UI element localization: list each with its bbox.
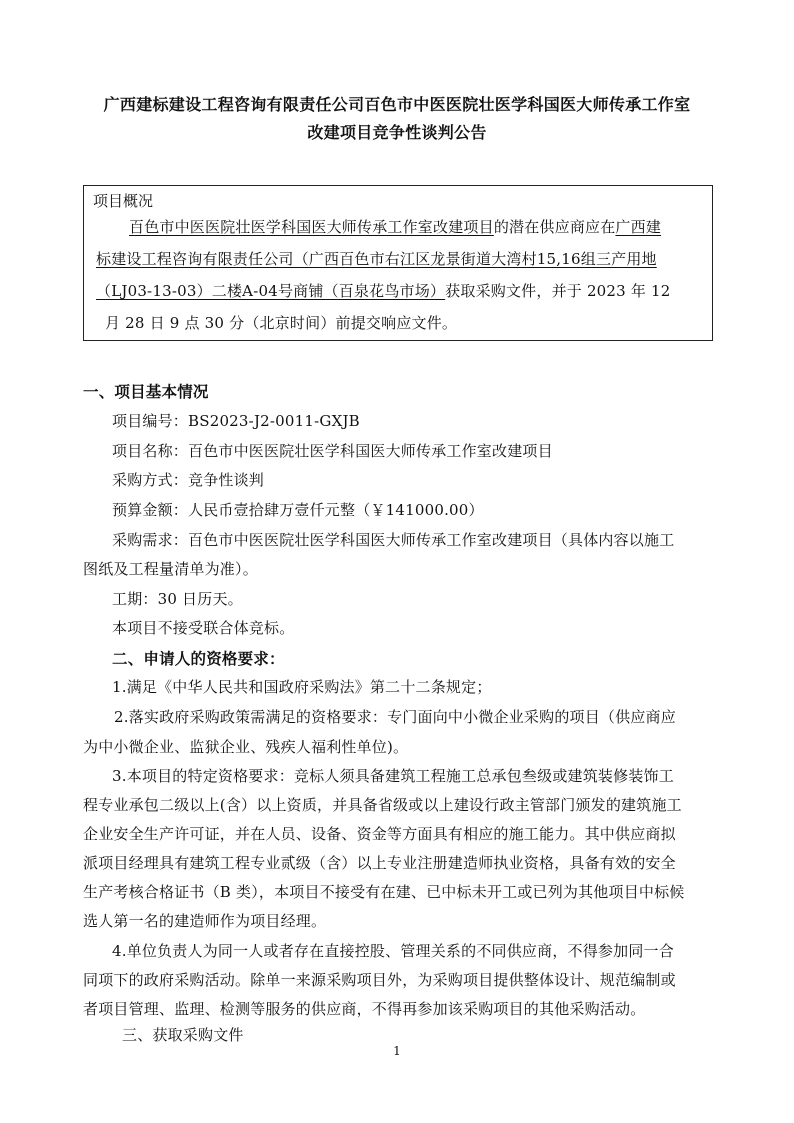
qualification-item-2-cont: 为中小微企业、监狱企业、残疾人福利性单位)。 (83, 738, 409, 756)
procurement-requirement-cont: 图纸及工程量清单为准）。 (83, 560, 258, 578)
overview-deadline: 月 28 日 9 点 30 分（北京时间）前提交响应文件。 (105, 314, 458, 332)
document-title-line1: 广西建标建设工程咨询有限责任公司百色市中医医院壮医学科国医大师传承工作室 (103, 95, 691, 114)
construction-period: 工期：30 日历天。 (112, 590, 243, 608)
document-title-line2: 改建项目竞争性谈判公告 (307, 123, 487, 142)
qualification-item-3-cont: 企业安全生产许可证，并在人员、设备、资金等方面具有相应的施工能力。其中供应商拟 (83, 825, 676, 843)
overview-text: 获取采购文件，并于 2023 年 12 (445, 282, 671, 300)
section1-heading: 一、项目基本情况 (83, 383, 209, 401)
overview-line-1 (129, 216, 661, 237)
section2-heading: 二、申请人的资格要求： (112, 650, 285, 668)
qualification-item-4: 4.单位负责人为同一人或者存在直接控股、管理关系的不同供应商，不得参加同一合 (112, 942, 674, 960)
overview-line-3 (96, 280, 671, 301)
page-number: 1 (393, 1044, 401, 1058)
qualification-item-2: 2.落实政府采购政策需满足的资格要求：专门面向中小微企业采购的项目（供应商应 (114, 708, 676, 726)
overview-text: 的潜在供应商应在 (493, 218, 616, 236)
procurement-method: 采购方式：竞争性谈判 (112, 471, 265, 489)
overview-address-cont: （LJ03-13-03）二楼A-04号商铺（百泉花鸟市场） (96, 282, 446, 300)
qualification-item-4-cont: 同项下的政府采购活动。除单一来源采购项目外，为采购项目提供整体设计、规范编制或 (83, 971, 676, 989)
qualification-item-3-cont: 选人第一名的建造师作为项目经理。 (83, 912, 327, 930)
qualification-item-3: 3.本项目的特定资格要求：竞标人须具备建筑工程施工总承包叁级或建筑装修装饰工 (112, 767, 674, 785)
overview-project-name: 百色市中医医院壮医学科国医大师传承工作室改建项目 (129, 218, 494, 236)
qualification-item-3-cont: 生产考核合格证书（B 类），本项目不接受有在建、已中标未开工或已列为其他项目中标候 (83, 883, 685, 901)
section3-heading: 三、获取采购文件 (122, 1026, 244, 1044)
overview-label: 项目概况 (93, 192, 154, 210)
procurement-requirement: 采购需求：百色市中医医院壮医学科国医大师传承工作室改建项目（具体内容以施工 (112, 531, 675, 549)
budget-amount: 预算金额：人民币壹拾肆万壹仟元整（￥141000.00） (112, 501, 484, 519)
qualification-item-3-cont: 程专业承包二级以上(含）以上资质，并具备省级或以上建设行政主管部门颁发的建筑施工 (83, 796, 682, 814)
overview-address: 标建设工程咨询有限责任公司（广西百色市右江区龙景街道大湾村15,16组三产用地 (96, 250, 657, 268)
consortium-note: 本项目不接受联合体竞标。 (112, 619, 295, 637)
project-number: 项目编号：BS2023-J2-0011-GXJB (112, 412, 360, 430)
overview-line-2 (96, 248, 657, 269)
project-name: 项目名称：百色市中医医院壮医学科国医大师传承工作室改建项目 (112, 442, 553, 460)
qualification-item-4-cont: 者项目管理、监理、检测等服务的供应商，不得再参加该采购项目的其他采购活动。 (83, 1000, 646, 1018)
overview-agency: 广西建 (615, 218, 662, 236)
qualification-item-1: 1.满足《中华人民共和国政府采购法》第二十二条规定； (112, 678, 492, 696)
overview-line-4 (105, 312, 457, 333)
qualification-item-3-cont: 派项目经理具有建筑工程专业贰级（含）以上专业注册建造师执业资格，具备有效的安全 (83, 854, 676, 872)
